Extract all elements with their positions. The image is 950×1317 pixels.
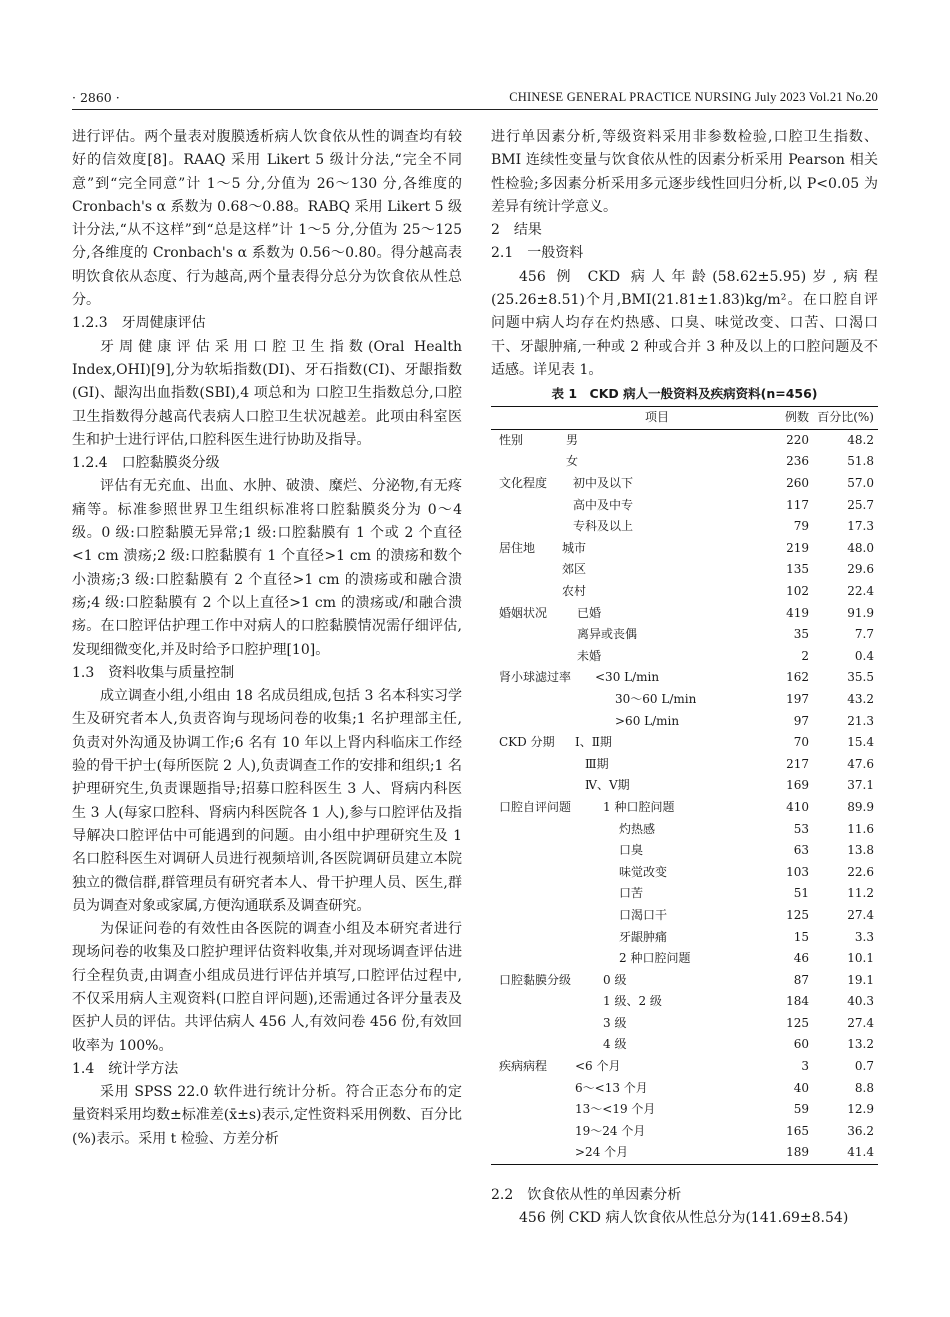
count-cell: 40 bbox=[793, 1080, 809, 1095]
table-row bbox=[491, 624, 878, 646]
paragraph: 评估有无充血、出血、水肿、破溃、糜烂、分泌物,有无疼痛等。标准参照世界卫生组织标准将口腔黏膜炎分为 0～4 级。0 级:口腔黏膜无异常;1 级:口腔黏膜有 1 个或 2 个直径<1 cm 溃疡;2 级:口腔黏膜有 1 个直径>1 cm 的溃疡和数个小溃疡;3 级:口腔黏膜有 2 个直径>1 cm 的溃疡或和融合溃疡;4 级:口腔黏膜有 2 个以上直径>1 cm 的溃疡或/和融合溃疡。在口腔评估护理工作中对病人的口腔黏膜情况需仔细评估,发现细微变化,并及时给予口腔护理[10]。 bbox=[72, 478, 462, 658]
row-label bbox=[491, 905, 753, 927]
section-heading: 2.1 一般资料 bbox=[491, 245, 584, 262]
item-label: 离异或丧偶 bbox=[577, 627, 638, 642]
count-cell: 117 bbox=[786, 497, 809, 512]
row-label bbox=[491, 559, 753, 581]
percent-cell: 7.7 bbox=[854, 627, 874, 642]
table-row bbox=[491, 905, 878, 927]
page-header bbox=[72, 88, 878, 110]
row-label bbox=[491, 1121, 753, 1143]
count-cell: 189 bbox=[786, 1145, 809, 1160]
group-label: CKD 分期 bbox=[499, 735, 555, 750]
table-row bbox=[491, 538, 878, 560]
percent-cell: 40.3 bbox=[847, 994, 874, 1009]
count-cell: 87 bbox=[793, 972, 809, 987]
item-label: <30 L/min bbox=[595, 670, 660, 685]
right-column bbox=[491, 126, 878, 1165]
row-label bbox=[491, 451, 753, 473]
count-cell: 63 bbox=[793, 843, 809, 858]
group-label: 居住地 bbox=[499, 540, 536, 555]
item-label: 女 bbox=[566, 454, 579, 469]
group-label: 口腔自评问题 bbox=[499, 799, 572, 814]
percent-cell: 43.2 bbox=[847, 691, 874, 706]
row-label bbox=[491, 538, 753, 560]
percent-cell: 3.3 bbox=[854, 929, 874, 944]
item-label: 13～<19 个月 bbox=[575, 1102, 656, 1117]
group-label: 性别 bbox=[499, 432, 524, 447]
row-label bbox=[491, 624, 753, 646]
row-label bbox=[491, 689, 753, 711]
item-label: 男 bbox=[566, 432, 579, 447]
table-row bbox=[491, 1099, 878, 1121]
table-body bbox=[491, 429, 878, 1164]
percent-cell: 27.4 bbox=[847, 1015, 874, 1030]
item-label: 已婚 bbox=[577, 605, 602, 620]
table-row bbox=[491, 840, 878, 862]
row-label bbox=[491, 1056, 753, 1078]
count-cell: 3 bbox=[801, 1059, 809, 1074]
paragraph: 456 例 CKD 病人年龄(58.62±5.95)岁,病程(25.26±8.51)个月,BMI(21.81±1.83)kg/m²。在口腔自评问题中病人均存在灼热感、口臭、味觉改变、口苦、口渴口干、牙龈肿痛,一种或 2 种或合并 3 种及以上的口腔问题及不适感。详见表 1。 bbox=[491, 268, 878, 378]
group-label: 肾小球滤过率 bbox=[499, 670, 572, 685]
item-label: 2 种口腔问题 bbox=[619, 951, 691, 966]
percent-cell: 17.3 bbox=[847, 519, 874, 534]
section-heading: 1.2.4 口腔黏膜炎分级 bbox=[72, 455, 220, 472]
count-cell: 35 bbox=[793, 627, 809, 642]
section-heading: 1.3 资料收集与质量控制 bbox=[72, 664, 235, 681]
percent-cell: 21.3 bbox=[847, 713, 874, 728]
percent-cell: 89.9 bbox=[847, 799, 874, 814]
count-cell: 135 bbox=[786, 562, 809, 577]
percent-cell: 29.6 bbox=[847, 562, 874, 577]
item-label: 城市 bbox=[562, 540, 587, 555]
table-row bbox=[491, 1034, 878, 1056]
section-heading: 1.4 统计学方法 bbox=[72, 1060, 179, 1077]
row-label bbox=[491, 1034, 753, 1056]
table-row bbox=[491, 862, 878, 884]
count-cell: 60 bbox=[793, 1037, 809, 1052]
row-label bbox=[491, 429, 753, 451]
percent-cell: 8.8 bbox=[854, 1080, 874, 1095]
row-label bbox=[491, 1078, 753, 1100]
table-row bbox=[491, 1142, 878, 1164]
row-label bbox=[491, 970, 753, 992]
table-row bbox=[491, 1078, 878, 1100]
table-row bbox=[491, 581, 878, 603]
percent-cell: 48.0 bbox=[847, 540, 874, 555]
paragraph: 456 例 CKD 病人饮食依从性总分为(141.69±8.54) bbox=[519, 1210, 849, 1227]
count-cell: 51 bbox=[793, 886, 809, 901]
table-caption: 表 1 CKD 病人一般资料及疾病资料(n=456) bbox=[551, 386, 818, 402]
item-label: 牙龈肿痛 bbox=[619, 929, 668, 944]
percent-cell: 41.4 bbox=[847, 1145, 874, 1160]
count-cell: 59 bbox=[793, 1102, 809, 1117]
item-label: 郊区 bbox=[562, 562, 587, 577]
percent-cell: 22.6 bbox=[847, 864, 874, 879]
percent-cell: 12.9 bbox=[847, 1102, 874, 1117]
count-cell: 410 bbox=[786, 799, 809, 814]
paragraph: 进行单因素分析,等级资料采用非参数检验,口腔卫生指数、BMI 连续性变量与饮食依从性的因素分析采用 Pearson 相关性检验;多因素分析采用多元逐步线性回归分析,以 P<0.05 为差异有统计学意义。 bbox=[491, 129, 878, 215]
table-row bbox=[491, 667, 878, 689]
table-row bbox=[491, 948, 878, 970]
row-label bbox=[491, 473, 753, 495]
count-cell: 169 bbox=[786, 778, 809, 793]
count-cell: 165 bbox=[786, 1123, 809, 1138]
row-label bbox=[491, 927, 753, 949]
row-label bbox=[491, 819, 753, 841]
item-label: 3 级 bbox=[603, 1015, 627, 1030]
percent-cell: 22.4 bbox=[847, 584, 874, 599]
table-row bbox=[491, 927, 878, 949]
paragraph: 成立调查小组,小组由 18 名成员组成,包括 3 名本科实习学生及研究者本人,负责咨询与现场问卷的收集;1 名护理部主任,负责对外沟通及协调工作;6 名有 10 年以上肾内科临床工作经验的骨干护士(每所医院 2 人),负责调查工作的安排和组织;1 名护理研究生,负责课题指导;招募口腔科医生 3 人、肾病内科医生 3 人(每家口腔科、肾病内科医院各 1 人),参与口腔评估及指导解决口腔评估中可能遇到的问题。由小组中护理研究生及 1 名口腔科医生对调研人员进行视频培训,各医院调研员建立本院独立的微信群,群管理员有研究者本人、骨干护理人员、医生,群员为调查对象或家属,方便沟通联系及调查研究。 bbox=[72, 688, 462, 914]
table-row bbox=[491, 797, 878, 819]
count-cell: 260 bbox=[786, 476, 809, 491]
header-count: 例数 bbox=[753, 407, 813, 430]
header-item: 项目 bbox=[491, 407, 753, 430]
count-cell: 15 bbox=[793, 929, 809, 944]
table-row bbox=[491, 883, 878, 905]
table-row bbox=[491, 646, 878, 668]
item-label: <6 个月 bbox=[575, 1059, 621, 1074]
table-row bbox=[491, 689, 878, 711]
item-label: 灼热感 bbox=[619, 821, 656, 836]
row-label bbox=[491, 862, 753, 884]
count-cell: 125 bbox=[786, 907, 809, 922]
row-label bbox=[491, 732, 753, 754]
row-label bbox=[491, 1142, 753, 1164]
percent-cell: 19.1 bbox=[847, 972, 874, 987]
table-row bbox=[491, 1121, 878, 1143]
table-row bbox=[491, 451, 878, 473]
section-heading: 2.2 饮食依从性的单因素分析 bbox=[491, 1187, 682, 1203]
table-row bbox=[491, 1013, 878, 1035]
row-label bbox=[491, 991, 753, 1013]
item-label: 口苦 bbox=[619, 886, 644, 901]
row-label bbox=[491, 948, 753, 970]
count-cell: 162 bbox=[786, 670, 809, 685]
table-row bbox=[491, 754, 878, 776]
count-cell: 125 bbox=[786, 1015, 809, 1030]
item-label: 0 级 bbox=[603, 972, 627, 987]
item-label: Ⅲ期 bbox=[585, 756, 609, 771]
table-row bbox=[491, 732, 878, 754]
item-label: 农村 bbox=[562, 584, 587, 599]
table-row bbox=[491, 970, 878, 992]
percent-cell: 25.7 bbox=[847, 497, 874, 512]
percent-cell: 13.8 bbox=[847, 843, 874, 858]
table-row bbox=[491, 429, 878, 451]
percent-cell: 27.4 bbox=[847, 907, 874, 922]
percent-cell: 48.2 bbox=[847, 432, 874, 447]
row-label bbox=[491, 883, 753, 905]
row-label bbox=[491, 1013, 753, 1035]
percent-cell: 36.2 bbox=[847, 1123, 874, 1138]
percent-cell: 37.1 bbox=[847, 778, 874, 793]
row-label bbox=[491, 797, 753, 819]
table-row bbox=[491, 516, 878, 538]
percent-cell: 11.6 bbox=[847, 821, 874, 836]
row-label bbox=[491, 667, 753, 689]
header-percent: 百分比(%) bbox=[813, 407, 878, 430]
table-row bbox=[491, 991, 878, 1013]
group-label: 疾病病程 bbox=[499, 1059, 548, 1074]
table-row bbox=[491, 603, 878, 625]
section-heading: 2 结果 bbox=[491, 222, 542, 239]
group-label: 口腔黏膜分级 bbox=[499, 972, 572, 987]
table-header-row bbox=[491, 407, 878, 430]
table-1 bbox=[491, 406, 878, 1165]
count-cell: 219 bbox=[786, 540, 809, 555]
table-row bbox=[491, 1056, 878, 1078]
page-number: · 2860 · bbox=[72, 90, 120, 105]
paragraph: 为保证问卷的有效性由各医院的调查小组及本研究者进行现场问卷的收集及口腔护理评估资料收集,并对现场调查评估进行全程负责,由调查小组成员进行评估并填写,口腔评估过程中,不仅采用病人主观资料(口腔自评问题),还需通过各评分量表及医护人员的评估。共评估病人 456 人,有效问卷 456 份,有效回收率为 100%。 bbox=[72, 921, 462, 1054]
left-column bbox=[72, 126, 462, 1151]
item-label: 未婚 bbox=[577, 648, 602, 663]
count-cell: 97 bbox=[793, 713, 809, 728]
row-label bbox=[491, 516, 753, 538]
percent-cell: 15.4 bbox=[847, 735, 874, 750]
table-row bbox=[491, 711, 878, 733]
item-label: 味觉改变 bbox=[619, 864, 668, 879]
count-cell: 236 bbox=[786, 454, 809, 469]
paragraph: 牙周健康评估采用口腔卫生指数(Oral Health Index,OHI)[9],分为软垢指数(DI)、牙石指数(CI)、牙龈指数(GI)、龈沟出血指数(SBI),4 项总和为 口腔卫生指数总分,口腔卫生指数得分越高代表病人口腔卫生状况越差。此项由科室医生和护士进行评估,口腔科医生进行协助及指导。 bbox=[72, 338, 462, 448]
percent-cell: 91.9 bbox=[847, 605, 874, 620]
row-label bbox=[491, 581, 753, 603]
count-cell: 2 bbox=[801, 648, 809, 663]
item-label: 初中及以下 bbox=[573, 476, 634, 491]
group-label: 文化程度 bbox=[499, 476, 548, 491]
count-cell: 70 bbox=[793, 735, 809, 750]
count-cell: 217 bbox=[786, 756, 809, 771]
row-label bbox=[491, 711, 753, 733]
count-cell: 419 bbox=[786, 605, 809, 620]
count-cell: 46 bbox=[793, 951, 809, 966]
item-label: 19～24 个月 bbox=[575, 1123, 646, 1138]
journal-info: CHINESE GENERAL PRACTICE NURSING July 2023 Vol.21 No.20 bbox=[509, 90, 878, 104]
percent-cell: 13.2 bbox=[847, 1037, 874, 1052]
percent-cell: 11.2 bbox=[847, 886, 874, 901]
group-label: 婚姻状况 bbox=[499, 605, 548, 620]
right-text bbox=[491, 126, 878, 382]
table-row bbox=[491, 495, 878, 517]
table-row bbox=[491, 819, 878, 841]
item-label: 专科及以上 bbox=[573, 519, 634, 534]
percent-cell: 0.7 bbox=[854, 1059, 874, 1074]
section-heading: 1.2.3 牙周健康评估 bbox=[72, 315, 206, 332]
row-label bbox=[491, 603, 753, 625]
item-label: 30～60 L/min bbox=[615, 691, 697, 706]
count-cell: 184 bbox=[786, 994, 809, 1009]
count-cell: 197 bbox=[786, 691, 809, 706]
percent-cell: 57.0 bbox=[847, 476, 874, 491]
percent-cell: 0.4 bbox=[854, 648, 874, 663]
item-label: 高中及中专 bbox=[573, 497, 634, 512]
item-label: >60 L/min bbox=[615, 713, 680, 728]
item-label: 口臭 bbox=[619, 843, 644, 858]
count-cell: 103 bbox=[786, 864, 809, 879]
count-cell: 53 bbox=[793, 821, 809, 836]
item-label: Ⅳ、Ⅴ期 bbox=[585, 778, 630, 793]
table-row bbox=[491, 775, 878, 797]
item-label: Ⅰ、Ⅱ期 bbox=[575, 735, 612, 750]
row-label bbox=[491, 646, 753, 668]
row-label bbox=[491, 775, 753, 797]
item-label: 1 种口腔问题 bbox=[603, 799, 675, 814]
row-label bbox=[491, 754, 753, 776]
row-label bbox=[491, 1099, 753, 1121]
bottom-right-text bbox=[491, 1184, 878, 1231]
percent-cell: 51.8 bbox=[847, 454, 874, 469]
count-cell: 220 bbox=[786, 432, 809, 447]
table-row bbox=[491, 473, 878, 495]
paragraph: 进行评估。两个量表对腹膜透析病人饮食依从性的调查均有较好的信效度[8]。RAAQ 采用 Likert 5 级计分法,“完全不同意”到“完全同意”计 1～5 分,分值为 26～130 分,各维度的 Cronbach's α 系数为 0.68～0.88。RABQ 采用 Likert 5 级计分法,“从不这样”到“总是这样”计 1～5 分,分值为 25～125 分,各维度的 Cronbach's α 系数为 0.56～0.80。得分越高表明饮食依从态度、行为越高,两个量表得分总分为饮食依从性总分。 bbox=[72, 129, 462, 309]
item-label: 1 级、2 级 bbox=[603, 994, 662, 1009]
item-label: 口渴口干 bbox=[619, 907, 668, 922]
table-row bbox=[491, 559, 878, 581]
item-label: >24 个月 bbox=[575, 1145, 629, 1160]
item-label: 6～<13 个月 bbox=[575, 1080, 648, 1095]
percent-cell: 35.5 bbox=[847, 670, 874, 685]
count-cell: 102 bbox=[786, 584, 809, 599]
count-cell: 79 bbox=[793, 519, 809, 534]
row-label bbox=[491, 840, 753, 862]
row-label bbox=[491, 495, 753, 517]
percent-cell: 10.1 bbox=[847, 951, 874, 966]
percent-cell: 47.6 bbox=[847, 756, 874, 771]
item-label: 4 级 bbox=[603, 1037, 627, 1052]
paragraph: 采用 SPSS 22.0 软件进行统计分析。符合正态分布的定量资料采用均数±标准差(x̄±s)表示,定性资料采用例数、百分比(%)表示。采用 t 检验、方差分析 bbox=[72, 1084, 462, 1147]
